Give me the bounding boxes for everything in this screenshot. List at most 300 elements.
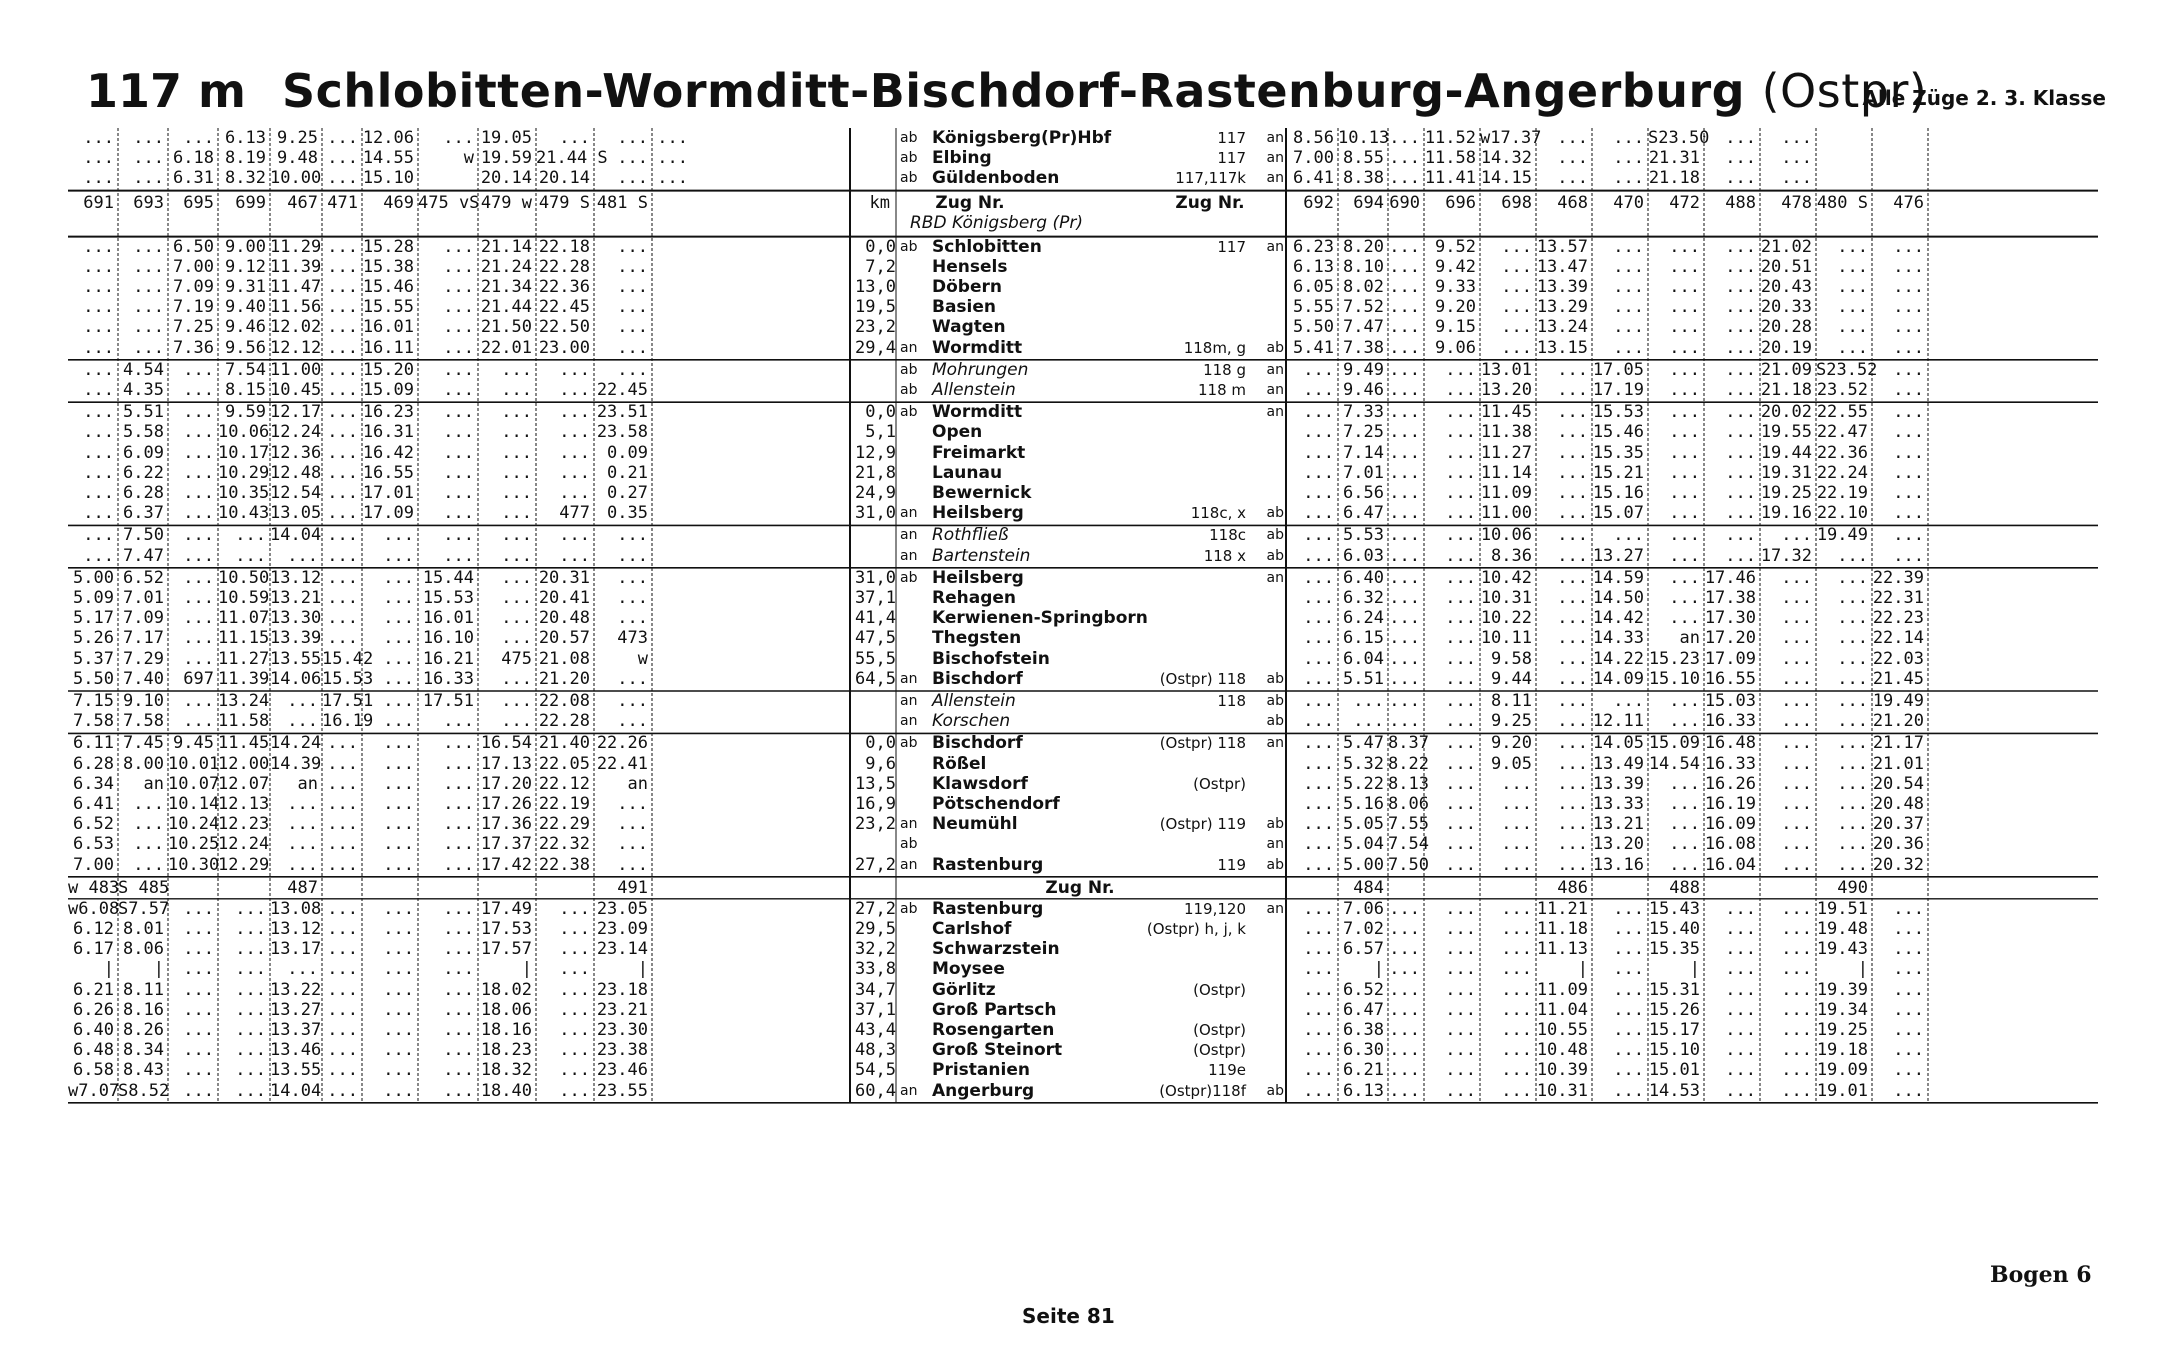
time-cell: ... xyxy=(443,711,474,732)
time-cell: 6.47 xyxy=(1343,999,1384,1020)
time-cell: an xyxy=(627,773,648,794)
time-cell: 13.12 xyxy=(270,567,322,588)
station-name: Neumühl xyxy=(932,814,1018,835)
time-cell: ... xyxy=(327,462,358,483)
time-cell: 22.39 xyxy=(1872,567,1924,588)
right-time-row xyxy=(1288,588,2098,608)
time-cell: ... xyxy=(1781,1020,1812,1040)
left-time-row xyxy=(68,794,848,814)
zug-nr-label: Zug Nr. xyxy=(1175,192,1245,213)
time-cell: 11.14 xyxy=(1480,462,1532,483)
time-cell: ... xyxy=(287,959,318,980)
time-cell: 7.29 xyxy=(123,648,164,669)
station-name: Heilsberg xyxy=(932,567,1024,588)
time-cell: ... xyxy=(1781,668,1812,689)
time-cell: ... xyxy=(183,380,214,400)
station-name: Launau xyxy=(932,462,1003,483)
time-cell: ... xyxy=(1893,525,1924,546)
time-cell: ... xyxy=(559,545,590,566)
time-cell: ... xyxy=(1303,794,1334,814)
time-cell: 14.04 xyxy=(270,1080,322,1101)
time-cell: ... xyxy=(1389,256,1420,277)
time-cell: 476 xyxy=(1893,192,1924,213)
time-cell: ... xyxy=(1501,898,1532,919)
time-cell: ... xyxy=(1669,380,1700,400)
time-cell: 15.21 xyxy=(1592,462,1644,483)
departure-marker: ab xyxy=(1266,527,1284,544)
station-name: Heilsberg xyxy=(932,503,1024,524)
station-row xyxy=(850,546,1286,566)
time-cell: ... xyxy=(83,297,114,318)
time-cell: ... xyxy=(1613,959,1644,980)
time-cell: ... xyxy=(559,1060,590,1081)
time-cell: ... xyxy=(1445,979,1476,1000)
station-reference: 118 m xyxy=(1197,381,1246,399)
time-cell: 13.24 xyxy=(218,691,270,711)
arrival-marker: an xyxy=(900,670,918,687)
time-cell: 19.09 xyxy=(1816,1060,1868,1081)
time-cell: ... xyxy=(1557,773,1588,794)
time-cell: 7.00 xyxy=(1293,148,1334,169)
time-cell: 13.55 xyxy=(270,1060,322,1081)
arrival-marker: ab xyxy=(900,404,918,421)
time-cell: 17.38 xyxy=(1704,588,1756,608)
time-cell: ... xyxy=(617,691,648,711)
time-cell: 21.45 xyxy=(1872,668,1924,689)
time-cell: ... xyxy=(1893,337,1924,358)
station-name: Schlobitten xyxy=(932,236,1042,257)
time-cell: 5.55 xyxy=(1293,297,1334,318)
time-cell: 698 xyxy=(1501,192,1532,213)
time-cell: ... xyxy=(1557,148,1588,169)
time-cell: ... xyxy=(383,668,414,689)
right-time-row xyxy=(1288,794,2098,814)
time-cell: ... xyxy=(443,999,474,1020)
time-cell: 14.42 xyxy=(1592,608,1644,629)
time-cell: 16.33 xyxy=(422,668,474,689)
time-cell: 18.23 xyxy=(480,1040,532,1061)
left-time-row xyxy=(68,317,848,337)
time-cell: ... xyxy=(501,359,532,380)
time-cell: 17.01 xyxy=(362,483,414,503)
time-cell: ... xyxy=(1669,317,1700,338)
time-cell: ... xyxy=(1837,648,1868,669)
time-cell: 22.19 xyxy=(538,794,590,814)
station-row xyxy=(850,128,1286,148)
km-value: 27,2 xyxy=(855,854,896,875)
station-reference: 119,120 xyxy=(1183,899,1246,918)
time-cell: ... xyxy=(1557,359,1588,380)
left-time-row xyxy=(68,711,848,731)
time-cell: 14.50 xyxy=(1592,588,1644,608)
time-cell: 18.16 xyxy=(480,1020,532,1040)
station-reference: (Ostpr) xyxy=(1193,1041,1246,1060)
time-cell: ... xyxy=(1781,999,1812,1020)
time-cell: 6.11 xyxy=(73,733,114,754)
time-cell: ... xyxy=(383,919,414,939)
time-cell: ... xyxy=(1389,422,1420,443)
time-cell: 20.48 xyxy=(1872,794,1924,814)
right-time-row xyxy=(1288,1081,2098,1101)
time-cell: 19.16 xyxy=(1760,503,1812,524)
arrival-marker: an xyxy=(900,856,918,873)
time-cell: ... xyxy=(1501,1040,1532,1061)
time-cell: 0.35 xyxy=(607,503,648,524)
time-cell: ... xyxy=(1613,277,1644,297)
station-name: Rosengarten xyxy=(932,1020,1055,1040)
time-cell: ... xyxy=(1669,545,1700,566)
time-cell: 21.20 xyxy=(1872,711,1924,732)
time-cell: 13.05 xyxy=(270,503,322,524)
arrival-marker: an xyxy=(900,527,918,544)
time-cell: ... xyxy=(1893,503,1924,524)
time-cell: S 485 xyxy=(118,877,170,898)
time-cell: ... xyxy=(1837,854,1868,875)
time-cell: ... xyxy=(1837,733,1868,754)
time-cell: 8.06 xyxy=(123,939,164,960)
time-cell: ... xyxy=(559,999,590,1020)
right-time-row xyxy=(1288,980,2098,1000)
time-cell: ... xyxy=(1389,711,1420,732)
time-cell: 9.25 xyxy=(1491,711,1532,732)
time-cell: 6.13 xyxy=(225,128,266,148)
time-cell: ... xyxy=(1781,168,1812,189)
time-cell: 8.36 xyxy=(1491,545,1532,566)
time-cell: ... xyxy=(1445,753,1476,774)
right-time-row xyxy=(1288,503,2098,523)
time-cell: 7.52 xyxy=(1343,297,1384,318)
time-cell: 487 xyxy=(287,877,318,898)
time-cell: ... xyxy=(235,999,266,1020)
time-cell: ... xyxy=(559,462,590,483)
time-cell: ... xyxy=(501,402,532,423)
time-cell: 6.47 xyxy=(1343,503,1384,524)
time-cell: ... xyxy=(1445,668,1476,689)
time-cell: 13.21 xyxy=(270,588,322,608)
time-cell: ... xyxy=(617,359,648,380)
time-cell: ... xyxy=(1725,168,1756,189)
time-cell: ... xyxy=(1725,1020,1756,1040)
time-cell: 21.14 xyxy=(480,236,532,257)
time-cell: ... xyxy=(501,422,532,443)
time-cell: ... xyxy=(501,545,532,566)
time-cell: 13.30 xyxy=(270,608,322,629)
time-cell: ... xyxy=(443,733,474,754)
time-cell: 20.02 xyxy=(1760,402,1812,423)
time-cell: 6.09 xyxy=(123,442,164,463)
station-row xyxy=(850,568,1286,588)
time-cell: ... xyxy=(133,794,164,814)
time-cell: 19.49 xyxy=(1816,525,1868,546)
right-time-row xyxy=(1288,237,2098,257)
time-cell: ... xyxy=(501,483,532,503)
time-cell: ... xyxy=(183,1020,214,1040)
time-cell: 11.09 xyxy=(1480,483,1532,503)
time-cell: 19.18 xyxy=(1816,1040,1868,1061)
time-cell xyxy=(418,878,474,898)
time-cell: 11.47 xyxy=(270,277,322,297)
time-cell: ... xyxy=(1669,711,1700,732)
time-cell: ... xyxy=(1389,317,1420,338)
time-cell: 12.12 xyxy=(270,337,322,358)
time-cell: 6.22 xyxy=(123,462,164,483)
station-row xyxy=(850,588,1286,608)
station-name: Angerburg xyxy=(932,1080,1035,1101)
time-cell: ... xyxy=(1303,525,1334,546)
time-cell: 7.25 xyxy=(1343,422,1384,443)
time-cell: 17.51 xyxy=(422,691,474,711)
arrival-marker: ab xyxy=(900,836,918,853)
time-cell: ... xyxy=(559,380,590,400)
time-cell: 490 xyxy=(1837,877,1868,898)
right-time-row xyxy=(1288,297,2098,317)
arrival-marker: an xyxy=(900,816,918,833)
time-cell: 6.31 xyxy=(173,168,214,189)
time-cell: ... xyxy=(443,1080,474,1101)
departure-marker: an xyxy=(1266,569,1284,586)
time-cell: 17.30 xyxy=(1704,608,1756,629)
time-cell: ... xyxy=(1445,691,1476,711)
time-cell: 10.30 xyxy=(168,854,220,875)
time-cell: ... xyxy=(657,148,688,169)
time-cell: 7.00 xyxy=(73,854,114,875)
time-cell: ... xyxy=(83,442,114,463)
time-cell: ... xyxy=(183,359,214,380)
time-cell xyxy=(1480,878,1532,898)
time-cell: ... xyxy=(501,711,532,732)
time-cell xyxy=(1288,878,1334,898)
time-cell: ... xyxy=(1557,545,1588,566)
time-cell: | xyxy=(103,959,114,980)
time-cell: ... xyxy=(1893,1020,1924,1040)
time-cell: ... xyxy=(383,898,414,919)
right-time-row xyxy=(1288,525,2098,545)
departure-marker: an xyxy=(1266,404,1284,421)
time-cell: ... xyxy=(1725,337,1756,358)
arrival-marker: an xyxy=(900,1082,918,1099)
time-cell: 7.50 xyxy=(123,525,164,546)
time-cell: ... xyxy=(133,814,164,835)
time-cell: 22.38 xyxy=(538,854,590,875)
time-cell: 19.51 xyxy=(1816,898,1868,919)
time-cell: ... xyxy=(1781,1040,1812,1061)
time-cell: ... xyxy=(327,148,358,169)
time-cell: 5.22 xyxy=(1343,773,1384,794)
station-row xyxy=(850,980,1286,1000)
time-cell: 7.02 xyxy=(1343,919,1384,939)
km-value: 0,0 xyxy=(865,733,896,754)
station-name: Allenstein xyxy=(932,691,1016,711)
time-cell: 13.57 xyxy=(1536,236,1588,257)
time-cell: ... xyxy=(133,854,164,875)
time-cell: 17.57 xyxy=(480,939,532,960)
time-cell: | xyxy=(1577,959,1588,980)
station-row xyxy=(850,277,1286,297)
time-cell: S8.52 xyxy=(118,1080,170,1101)
time-cell: 11.39 xyxy=(270,256,322,277)
time-cell: 5.05 xyxy=(1343,814,1384,835)
time-cell: 17.51 xyxy=(322,691,374,711)
km-value: 29,5 xyxy=(855,919,896,939)
time-cell: | xyxy=(637,959,648,980)
time-cell: 16.33 xyxy=(1704,711,1756,732)
time-cell: 14.04 xyxy=(270,525,322,546)
station-name: Carlshof xyxy=(932,919,1012,939)
time-cell: ... xyxy=(183,462,214,483)
time-cell: ... xyxy=(1613,1020,1644,1040)
time-cell: 8.10 xyxy=(1343,256,1384,277)
time-cell: ... xyxy=(443,814,474,835)
time-cell: ... xyxy=(1725,503,1756,524)
time-cell: 22.05 xyxy=(538,753,590,774)
time-cell: ... xyxy=(83,402,114,423)
time-cell: ... xyxy=(383,1080,414,1101)
time-cell: ... xyxy=(1557,648,1588,669)
time-cell: ... xyxy=(1781,608,1812,629)
time-cell: 22.12 xyxy=(538,773,590,794)
time-cell: ... xyxy=(1557,380,1588,400)
station-reference: 119e xyxy=(1208,1061,1246,1080)
km-value: 19,5 xyxy=(855,297,896,318)
time-cell: 16.10 xyxy=(422,628,474,649)
left-time-row xyxy=(68,588,848,608)
left-time-row xyxy=(68,754,848,774)
time-cell: ... xyxy=(183,628,214,649)
time-cell: ... xyxy=(1389,588,1420,608)
arrival-marker: ab xyxy=(900,900,918,917)
arrival-marker: an xyxy=(900,547,918,564)
time-cell: ... xyxy=(83,337,114,358)
time-cell: 9.42 xyxy=(1435,256,1476,277)
time-cell: ... xyxy=(235,1020,266,1040)
time-cell: 23.14 xyxy=(596,939,648,960)
time-cell: 8.11 xyxy=(1491,691,1532,711)
time-cell: ... xyxy=(1613,691,1644,711)
time-cell: ... xyxy=(383,545,414,566)
time-cell: 20.28 xyxy=(1760,317,1812,338)
time-cell: ... xyxy=(183,402,214,423)
left-time-row xyxy=(68,733,848,753)
time-cell: 6.34 xyxy=(73,773,114,794)
station-reference: (Ostpr) 118 xyxy=(1159,669,1246,688)
time-cell: ... xyxy=(1445,462,1476,483)
time-cell: 6.41 xyxy=(73,794,114,814)
time-cell: 12.36 xyxy=(270,442,322,463)
time-cell: ... xyxy=(1303,422,1334,443)
time-cell: ... xyxy=(1725,999,1756,1020)
time-cell: ... xyxy=(1389,628,1420,649)
time-cell: ... xyxy=(1389,1060,1420,1081)
time-cell: ... xyxy=(183,442,214,463)
time-cell: ... xyxy=(1501,297,1532,318)
station-name: Bischdorf xyxy=(932,733,1023,754)
time-cell: 19.39 xyxy=(1816,979,1868,1000)
time-cell: 12.11 xyxy=(1592,711,1644,732)
right-time-row xyxy=(1288,959,2098,979)
time-cell: 15.35 xyxy=(1592,442,1644,463)
time-cell: ... xyxy=(443,959,474,980)
time-cell: ... xyxy=(327,442,358,463)
time-cell: 22.36 xyxy=(538,277,590,297)
time-cell: 22.14 xyxy=(1872,628,1924,649)
time-cell: 17.36 xyxy=(480,814,532,835)
right-time-row xyxy=(1288,422,2098,442)
top-right-row xyxy=(1288,128,2098,148)
time-cell: 19.49 xyxy=(1872,691,1924,711)
time-cell: ... xyxy=(1613,919,1644,939)
time-cell: 6.57 xyxy=(1343,939,1384,960)
time-cell xyxy=(1592,878,1644,898)
time-cell: ... xyxy=(1303,959,1334,980)
departure-marker: ab xyxy=(1266,713,1284,730)
time-cell: ... xyxy=(1501,959,1532,980)
right-time-row xyxy=(1288,814,2098,834)
station-reference: (Ostpr)118f xyxy=(1159,1081,1246,1100)
time-cell: ... xyxy=(1303,503,1334,524)
time-cell: ... xyxy=(443,545,474,566)
time-cell: ... xyxy=(383,628,414,649)
time-cell: 484 xyxy=(1353,877,1384,898)
time-cell: ... xyxy=(1725,483,1756,503)
right-time-row xyxy=(1288,899,2098,919)
time-cell: ... xyxy=(617,256,648,277)
time-cell: | xyxy=(1689,959,1700,980)
left-time-row xyxy=(68,463,848,483)
time-cell: 17.42 xyxy=(480,854,532,875)
station-name: Korschen xyxy=(932,711,1011,732)
time-cell: ... xyxy=(617,608,648,629)
time-cell: ... xyxy=(327,317,358,338)
time-cell: 6.52 xyxy=(123,567,164,588)
time-cell: ... xyxy=(327,1080,358,1101)
time-cell: ... xyxy=(443,525,474,546)
time-cell: ... xyxy=(1781,567,1812,588)
time-cell: ... xyxy=(327,236,358,257)
time-cell: 11.58 xyxy=(218,711,270,732)
time-cell: ... xyxy=(1669,236,1700,257)
time-cell: 13.37 xyxy=(270,1020,322,1040)
time-cell: ... xyxy=(1893,380,1924,400)
time-cell: 20.48 xyxy=(538,608,590,629)
km-value: 7,2 xyxy=(865,256,896,277)
time-cell: ... xyxy=(1445,1020,1476,1040)
time-cell: 13.17 xyxy=(270,939,322,960)
time-cell: ... xyxy=(383,733,414,754)
time-cell: ... xyxy=(559,919,590,939)
time-cell: ... xyxy=(443,834,474,855)
time-cell: ... xyxy=(501,442,532,463)
km-value: 64,5 xyxy=(855,668,896,689)
time-cell: 16.01 xyxy=(422,608,474,629)
time-cell: ... xyxy=(1303,919,1334,939)
arrival-marker: ab xyxy=(900,361,918,378)
time-cell: 19.55 xyxy=(1760,422,1812,443)
time-cell: 11.38 xyxy=(1480,422,1532,443)
time-cell: 15.07 xyxy=(1592,503,1644,524)
train-number-header xyxy=(1288,193,2098,213)
time-cell: 11.07 xyxy=(218,608,270,629)
right-time-row xyxy=(1288,1060,2098,1080)
time-cell: ... xyxy=(183,919,214,939)
page-number: Seite 81 xyxy=(1022,1304,1115,1328)
time-cell: ... xyxy=(559,1040,590,1061)
time-cell: 16.21 xyxy=(422,648,474,669)
station-reference: 118c, x xyxy=(1190,504,1246,523)
train-number-header xyxy=(68,193,848,213)
time-cell: ... xyxy=(183,128,214,148)
km-value: 60,4 xyxy=(855,1080,896,1101)
time-cell: ... xyxy=(1389,168,1420,189)
